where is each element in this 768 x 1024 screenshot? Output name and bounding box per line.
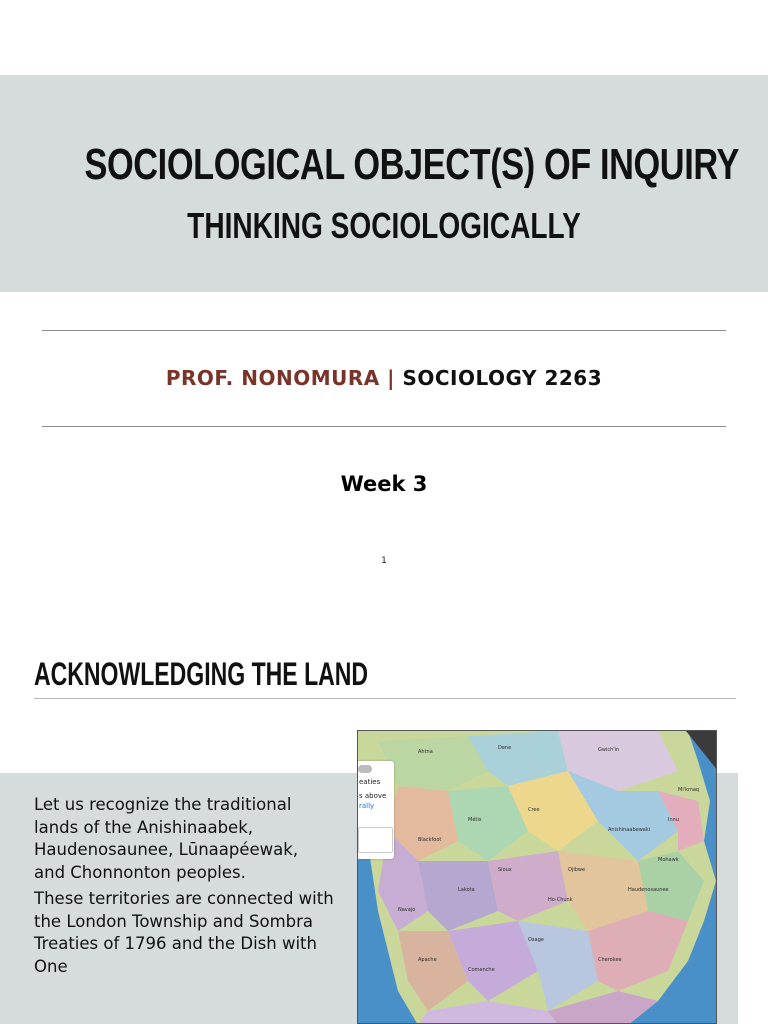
panel-search-box[interactable]: [358, 827, 393, 853]
map-territory-label: Métis: [468, 817, 482, 823]
bottom-divider: [42, 426, 726, 427]
byline: [0, 366, 768, 390]
land-ack-paragraph-2: These territories are connected with the London Township and Sombra Treaties of 1796 and the Dish with One: [34, 889, 334, 976]
map-territory-label: Gwich'in: [598, 747, 620, 753]
map-territory-label: Ho-Chunk: [548, 897, 573, 903]
land-ack-paragraph-1: Let us recognize the traditional lands of the Anishinaabek, Haudenosaunee, Lūnaapéewak, and Chonnonton peoples.: [34, 795, 299, 882]
territories-map[interactable]: [357, 730, 717, 1024]
week-label: Week 3: [340, 472, 428, 496]
top-divider: [42, 330, 726, 331]
map-territory-label: Cherokee: [598, 957, 622, 963]
map-territory-label: Innu: [668, 817, 679, 823]
slide-title: SOCIOLOGICAL OBJECT(S) OF INQUIRY: [84, 140, 739, 189]
map-image: [358, 731, 717, 1024]
map-layers-panel[interactable]: [358, 761, 394, 859]
map-territory-label: Cree: [528, 807, 540, 813]
map-territory-label: Blackfoot: [418, 837, 442, 843]
map-territory-label: Osage: [528, 937, 544, 943]
map-territory-label: Navajo: [398, 907, 416, 913]
heading-divider: [34, 698, 736, 699]
land-ack-heading: ACKNOWLEDGING THE LAND: [34, 656, 369, 692]
course-code: SOCIOLOGY 2263: [402, 366, 603, 390]
map-territory-label: Comanche: [468, 967, 495, 973]
layer-toggle[interactable]: [358, 765, 372, 773]
map-territory-label: Mohawk: [658, 857, 679, 863]
map-territory-label: Ahtna: [418, 749, 433, 755]
professor-name: PROF. NONOMURA |: [165, 366, 395, 390]
map-territory-label: Apache: [418, 957, 437, 963]
map-territory-label: Ojibwe: [568, 867, 586, 873]
map-territory-label: Haudenosaunee: [628, 887, 669, 893]
map-territory-label: Lakota: [458, 887, 475, 893]
slide-subtitle: THINKING SOCIOLOGICALLY: [187, 205, 581, 246]
panel-text-above: s above: [359, 792, 387, 800]
map-territory-label: Mi'kmaq: [678, 787, 700, 793]
land-ack-text: [34, 794, 334, 982]
map-territory-label: Anishinaabewaki: [608, 827, 651, 833]
map-territory-label: Sioux: [498, 867, 512, 873]
panel-link[interactable]: rally: [359, 802, 375, 810]
page-number: 1: [381, 556, 387, 566]
panel-text-treaties: eaties: [359, 778, 381, 786]
map-territory-label: Dene: [498, 745, 512, 751]
